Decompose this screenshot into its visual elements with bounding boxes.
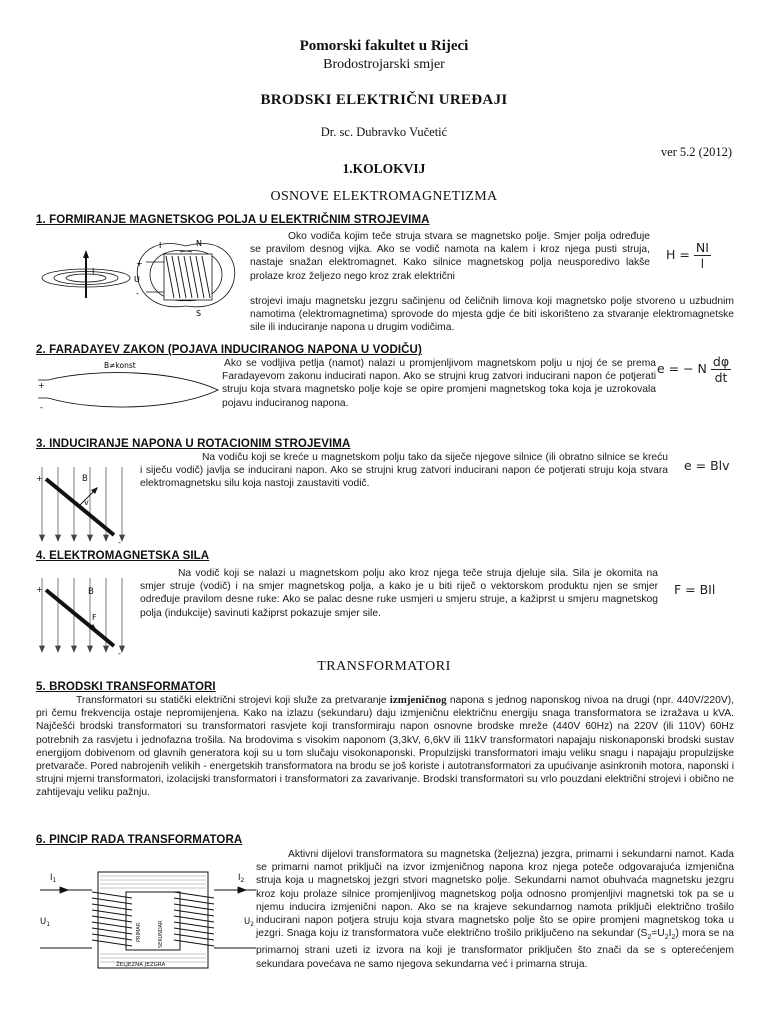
department-name: Brodostrojarski smjer xyxy=(323,57,445,72)
section-1-text: Oko vodiča kojim teče struja stvara se magnetsko polje. Smjer polja određuje se pravilom desnog vijka. Ako se vodič namota na kalem i kroz njega pusti struja, nastaje snažan elektromagnet. Kako silnice magnetskog polja neusporedivo lakše prolaze kroz željezo nego kroz zrak električni xyxy=(250,231,650,282)
formula-induced-voltage: e = Blv xyxy=(684,458,730,473)
velocity-label: v xyxy=(84,498,89,507)
force-label: F xyxy=(92,613,97,622)
secondary-current-label: $I_2$ xyxy=(238,873,245,884)
formula-faraday xyxy=(657,354,731,385)
section-2-text: Ako se vodljiva petlja (namot) nalazi u promjenljivom magnetskom polju u njoj će se prema Faradayevom zakonu inducirati napon. Ako se strujni krug zatvori inducirani napon će potjerati struju koja stvara magnetsko polje koje se opire promjeni magnetskog toka koja je uzrokovala pojavu induciranog napona. xyxy=(222,358,656,409)
coil-voltage-label: U xyxy=(134,275,140,284)
section-4-heading: 4. ELEKTROMAGNETSKA SILA xyxy=(36,550,210,562)
university-name: Pomorski fakultet u Rijeci xyxy=(299,38,469,54)
primary-winding-label: PRIMAR xyxy=(136,922,142,942)
loop-plus-label: + xyxy=(38,381,45,390)
induced-voltage-figure xyxy=(34,465,134,547)
version-label: ver 5.2 (2012) xyxy=(660,145,732,159)
secondary-voltage-label: $U_2$ xyxy=(244,917,255,928)
secondary-winding-label: SEKUNDAR xyxy=(158,920,164,948)
section-1-heading: 1. FORMIRANJE MAGNETSKOG POLJA U ELEKTRIČNIM STROJEVIMA xyxy=(36,214,430,226)
formula-lhs: e = − N xyxy=(657,361,707,376)
formula-denominator: dt xyxy=(714,370,728,385)
transformer-figure xyxy=(34,862,264,976)
conductor-plus-label: + xyxy=(36,585,43,594)
section-5-heading: 5. BRODSKI TRANSFORMATORI xyxy=(36,681,216,693)
part-title-electromagnetism: OSNOVE ELEKTROMAGNETIZMA xyxy=(270,189,498,204)
north-pole-label: N xyxy=(196,239,202,248)
coil-plus-label: + xyxy=(136,259,143,268)
section-6-heading: 6. PINCIP RADA TRANSFORMATORA xyxy=(36,834,243,846)
formula-lhs: H = xyxy=(666,247,690,262)
field-b-label: B xyxy=(82,474,88,484)
iron-core-label: ŽELJEZNA JEZGRA xyxy=(116,962,166,968)
field-b-label: B xyxy=(88,587,94,597)
magnetic-field-figure xyxy=(36,232,286,322)
section-4-text: Na vodič koji se nalazi u magnetskom polju ako kroz njega teče struja djeluje sila. Sila je okomita na smjer struje (vodič) i na smjer magnetskog polja, a kako je u biti riječ o vektorskom produktu njen se smjer određuje pravilom desne ruke: Ako se palac desne ruke usmjeri u smjeru struje, a kažiprst u smjeru magnetskog polja (indukcije) savinuti kažiprst pokazuje smjer sile. xyxy=(140,568,658,619)
primary-voltage-label: $U_1$ xyxy=(40,917,51,928)
author: Dr. sc. Dubravko Vučetić xyxy=(320,125,448,139)
formula-numerator: NI xyxy=(695,240,709,255)
section-3-heading: 3. INDUCIRANJE NAPONA U ROTACIONIM STROJEVIMA xyxy=(36,438,351,450)
course-title: BRODSKI ELEKTRIČNI UREĐAJI xyxy=(260,92,508,108)
exam-title: 1.KOLOKVIJ xyxy=(342,161,426,176)
section-6-text: Aktivni dijelovi transformatora su magnetska (željezna) jezgra, primarni i sekundarni namot. Kada se primarni namot priključi na izvor izmjeničnog napona kroz njega poteče odgovarajuća izmjenična struja koja u magnetskoj jezgri stvori magnetsko polje. Sekundarni namot obuhvaća magnetsku jezgru kroz koju prolaze silnice promjenljivog magnetskog polja odnosno promjenljivi magnetski tok pa se u njemu inducira izmjenični napon. Ako se na krajeve sekundarnog namota priključi električno trošilo inducirani napon potjera struju koja stvara magnetsko polje što se opire promjeni magnetskog toka u jezgri. Snaga koju iz transformatora vuče električno trošilo priključeno na sekundar $(S_2=U_2I_2)$ mora se na primarnoj strani uzeti iz izvora na koji je transformator priključen što znači da se s opterećenjem sekundara povećava ne samo njegova sekundarna već i primarna struja. xyxy=(256,849,734,970)
section-2-heading: 2. FARADAYEV ZAKON (POJAVA INDUCIRANOG NAPONA U VODIČU) xyxy=(36,344,422,356)
formula-magnetic-field xyxy=(666,240,711,271)
primary-current-label: $I_1$ xyxy=(50,873,57,884)
coil-current-label: I xyxy=(159,241,162,250)
section-3-text: Na vodiču koji se kreće u magnetskom polju tako da siječe njegove silnice (ili obratno silnice se kreću i siječu vodič) javlja se inducirani napon. Ako se strujni krug zatvori inducirani napon će potjerati struju koja stvara elektromagnetsku silu koja nastoji zaustaviti vodič. xyxy=(140,452,668,490)
south-pole-label: S xyxy=(196,309,202,318)
conductor-plus-label: + xyxy=(36,474,43,483)
changing-field-label: B≠konst xyxy=(104,361,136,370)
formula-numerator: dφ xyxy=(712,354,730,369)
part-title-transformers: TRANSFORMATORI xyxy=(317,659,451,674)
formula-denominator: l xyxy=(700,256,705,271)
conductor-minus-label: - xyxy=(118,538,121,547)
section-5-text: Transformatori su statički električni strojevi koji služe za pretvaranje izmjeničnog napona s jednog naponskog nivoa na drugi (npr. 440V/220V), pri čemu frekvencija ostaje nepromijenjena. Kako na izlazu (sekundaru) daju izmjeničnu električnu energiju snaga transformatora se izražava u kVA. Najčešći brodski transformatori su transformatori rasvjete koji transformiraju napon osnovne brodske mreže (440V 60Hz) na 220V (ili 110V) 60Hz potrebnih za rasvjetu i jednofazna trošila. Na brodovima s visokim naponom (3,3kV, 6,6kV ili 11kV transformatori napajaju niskonaponski brodski sustav energijom dobivenom od glavnih generatora koji su u tom slučaju visokonaponski. Propulzijski transformatori imaju veliku snagu i napajaju propulzijske pretvarače. Pored nabrojenih velikih - energetskih transformatora na brodu se još koriste i autotransformatori za upućivanje asinkronih motora, naponski i strujni mjerni transformatori, izolacijski transformatori i transformatori za zavarivanje. Brodski transformatori su vrlo pouzdani električni strojevi i obično ne zahtijevaju veliku pažnju. xyxy=(36,694,734,799)
conductor-minus-label: - xyxy=(118,649,121,658)
loop-minus-label: - xyxy=(40,403,43,412)
conductor-current-label: I xyxy=(92,267,95,276)
coil-minus-label: - xyxy=(136,289,139,298)
faraday-loop-figure xyxy=(36,358,226,414)
section-1-text-continued: strojevi imaju magnetsku jezgru sačinjenu od čeličnih limova koji magnetsko polje stvoreno u uzbudnim namotima (elektromagnetima) sprovode do mjesta gdje će biti iskorišteno za stvaranje elektromagnetske sile ili induciranje napona u drugim vodičima. xyxy=(250,296,734,334)
electromagnetic-force-figure xyxy=(34,576,134,658)
formula-force: F = BIl xyxy=(674,582,716,597)
